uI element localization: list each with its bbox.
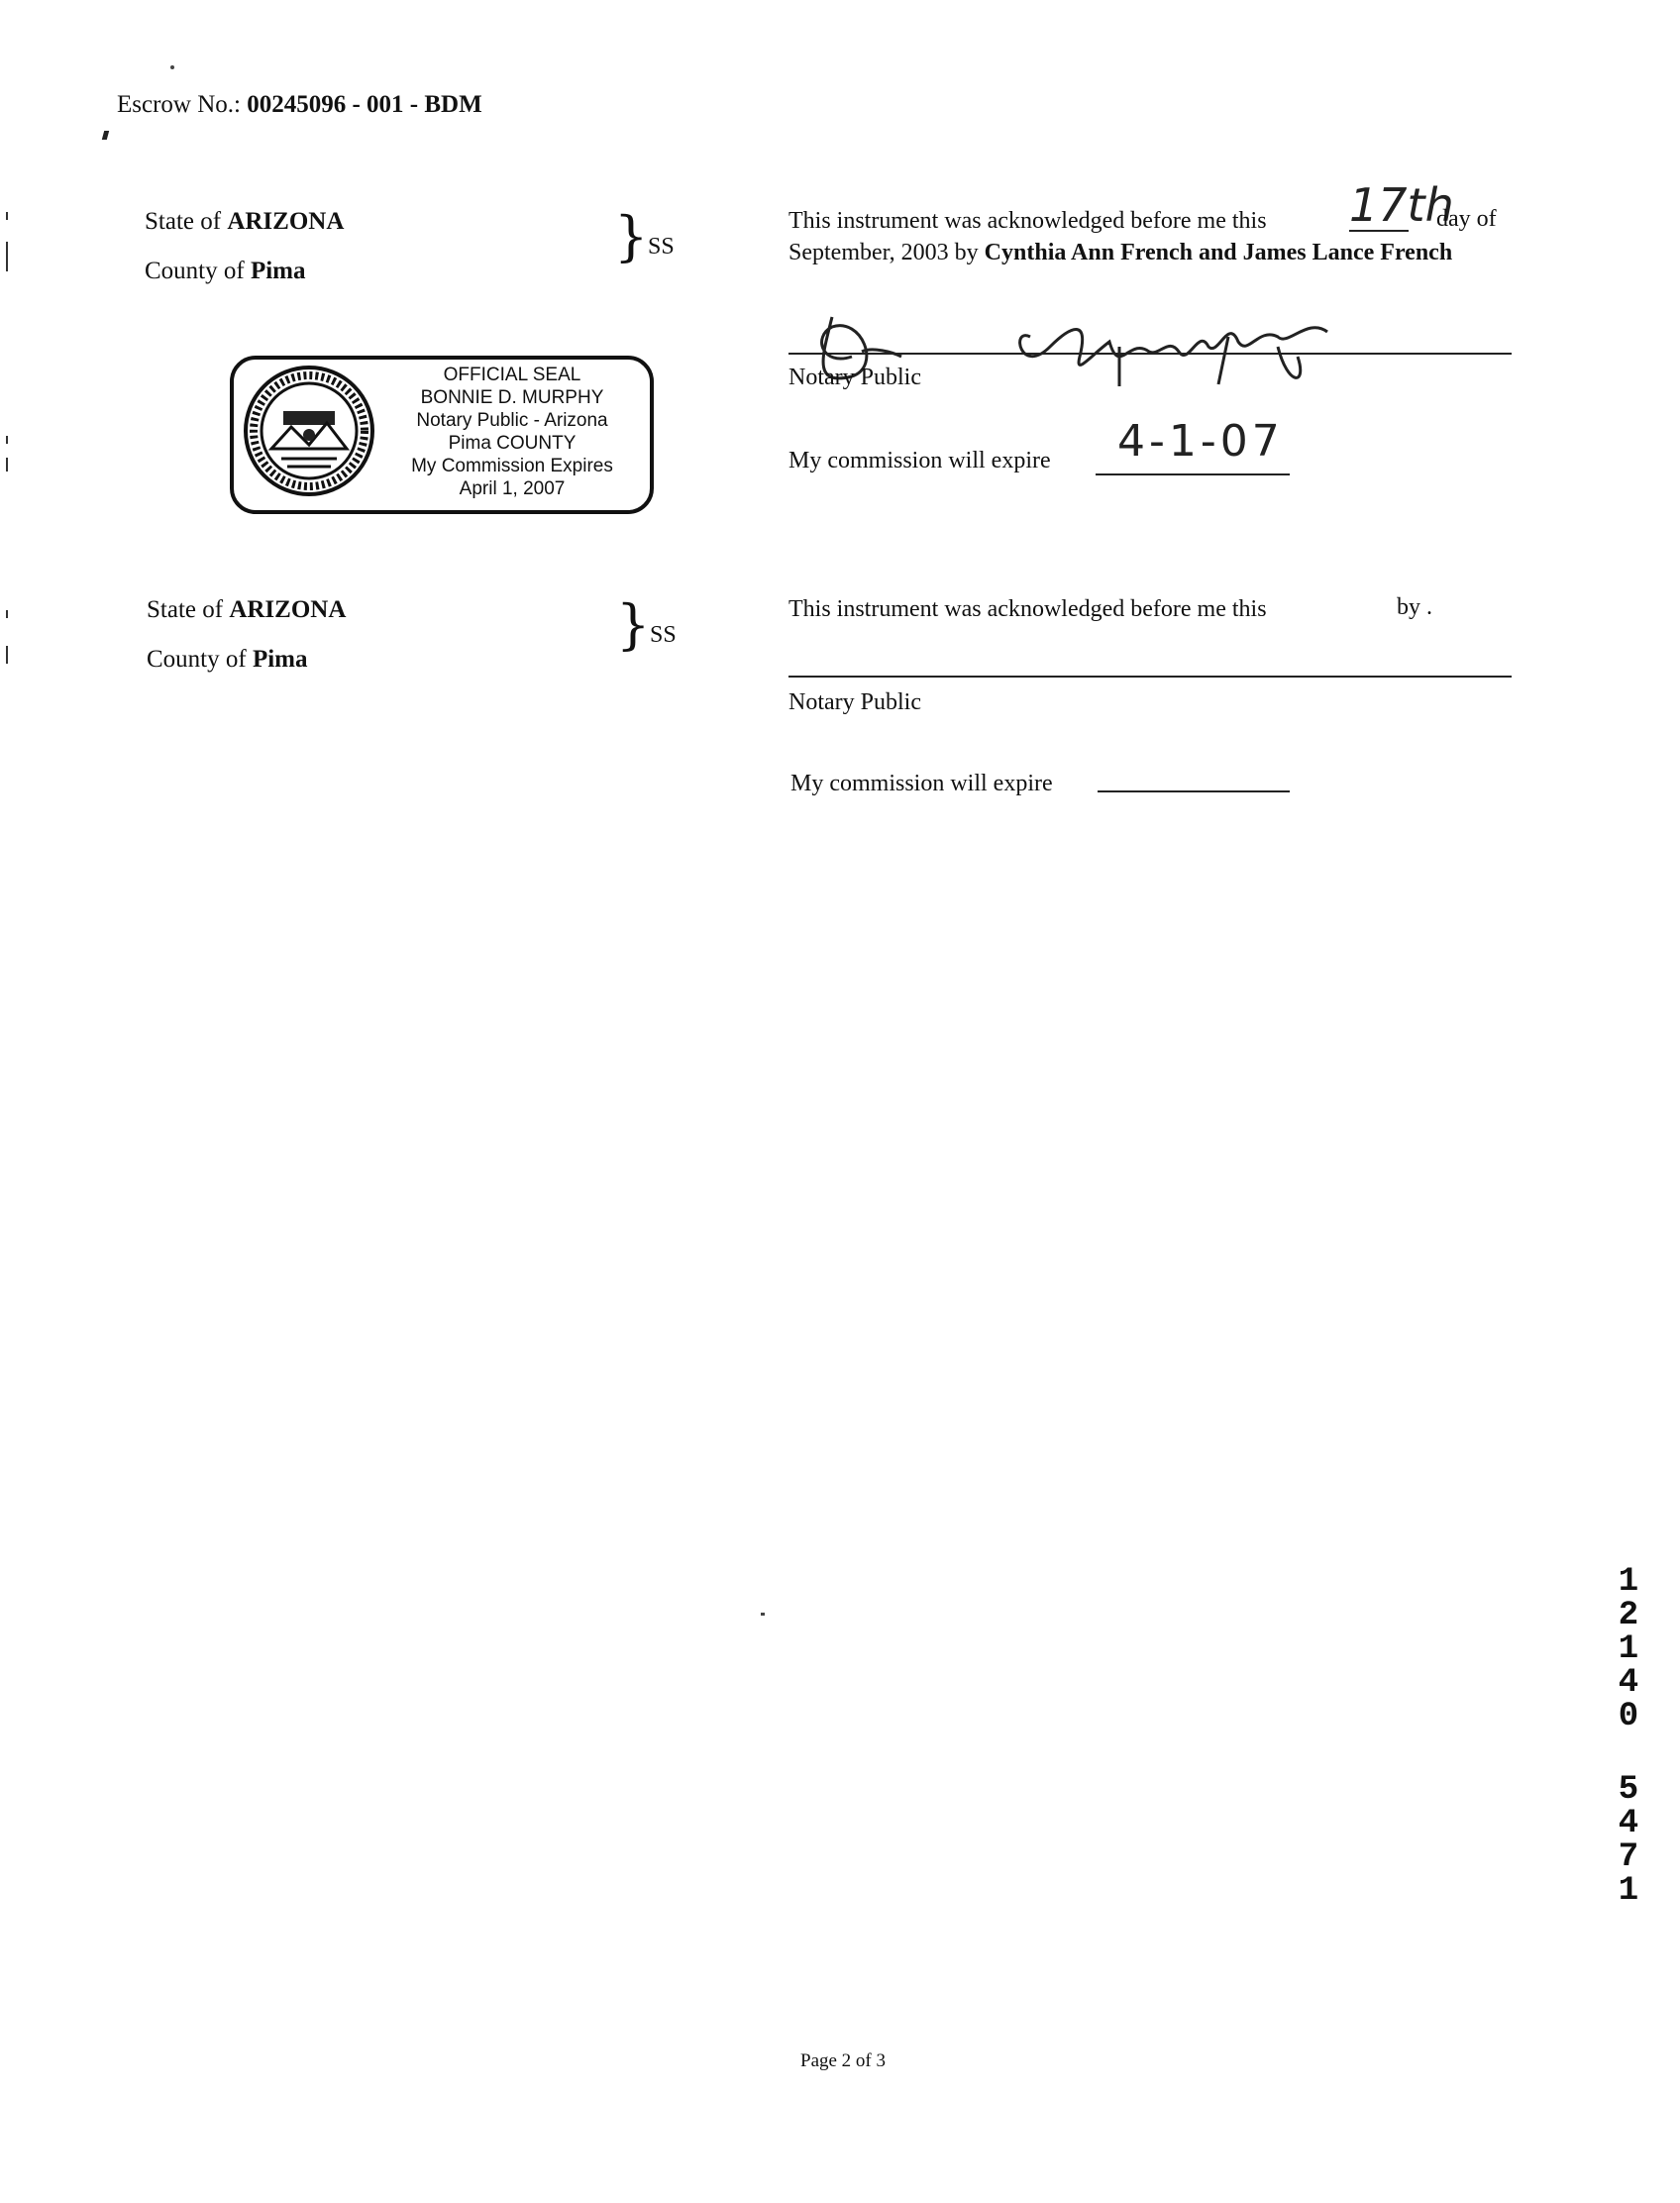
commission-label: My commission will expire: [788, 448, 1051, 473]
arizona-state-seal-icon: [242, 364, 376, 498]
ack-line-2: [788, 240, 1510, 266]
escrow-number: 00245096 - 001 - BDM: [247, 91, 482, 118]
ack-parties: Cynthia Ann French and James Lance French: [984, 240, 1453, 265]
state-value: ARIZONA: [229, 596, 347, 623]
seal-line-3: Notary Public - Arizona: [416, 410, 608, 431]
county-value: Pima: [252, 646, 308, 673]
ack-line-block2: [788, 596, 1267, 623]
state-line-1: [145, 208, 344, 236]
notary-label-1: Notary Public: [788, 365, 921, 390]
ss-label: SS: [648, 234, 675, 260]
ss-brace: }: [614, 205, 649, 267]
seal-line-2: BONNIE D. MURPHY: [420, 387, 604, 408]
state-label: State of: [145, 208, 222, 235]
scan-mark: [761, 1613, 765, 1616]
commission-line-1: [788, 448, 1051, 474]
stamp-digit: 1: [1618, 1563, 1639, 1601]
ack-text: This instrument was acknowledged before me this: [788, 596, 1267, 622]
ack-day-handwritten: 17th: [1349, 178, 1454, 232]
seal-text-block: [378, 364, 646, 500]
county-value: Pima: [250, 258, 306, 284]
stamp-digit: 7: [1618, 1838, 1639, 1876]
seal-line-6: April 1, 2007: [459, 478, 566, 499]
seal-line-4: Pima COUNTY: [448, 433, 577, 454]
ss-brace: }: [616, 593, 651, 656]
seal-line-5: My Commission Expires: [411, 456, 613, 476]
margin-tick: [6, 436, 8, 444]
stamp-digit: 0: [1618, 1698, 1639, 1735]
margin-tick: [6, 610, 8, 618]
state-line-2: [147, 596, 346, 624]
stamp-digit: 1: [1618, 1872, 1639, 1910]
state-label: State of: [147, 596, 224, 623]
commission-blank-line-2: [1098, 790, 1290, 792]
commission-line-2: [790, 771, 1053, 797]
seal-line-1: OFFICIAL SEAL: [443, 365, 581, 385]
stamp-gap: [1609, 1733, 1648, 1773]
page-number: Page 2 of 3: [800, 2050, 887, 2071]
ss-label: SS: [650, 622, 677, 648]
signature-text: B. Murphy: [852, 337, 857, 338]
notary-seal: [230, 356, 650, 512]
commission-blank-line-1: [1096, 473, 1290, 475]
ack-day-of: day of: [1436, 206, 1497, 232]
margin-tick: [6, 242, 8, 271]
ack-date-text: September, 2003 by: [788, 240, 979, 265]
scan-mark: [102, 131, 109, 140]
notary-label-2: Notary Public: [788, 689, 921, 715]
state-value: ARIZONA: [227, 208, 345, 235]
commission-date-handwritten: 4-1-07: [1117, 416, 1284, 467]
stamp-digit: 4: [1618, 1805, 1639, 1842]
notary-signature-line-2: [788, 676, 1512, 678]
stamp-digit: 5: [1618, 1771, 1639, 1809]
scan-mark: [170, 65, 174, 69]
county-label: County of: [147, 646, 247, 673]
ack-text: This instrument was acknowledged before me this: [788, 208, 1267, 234]
commission-label: My commission will expire: [790, 771, 1053, 796]
day-blank-line: [1349, 230, 1409, 232]
notary-signature-line: [788, 353, 1512, 355]
stamp-digit: 4: [1618, 1664, 1639, 1702]
stamp-digit: 1: [1618, 1630, 1639, 1668]
margin-tick: [6, 458, 8, 472]
margin-tick: [6, 212, 8, 220]
county-label: County of: [145, 258, 245, 284]
escrow-label: Escrow No.:: [117, 91, 241, 118]
stamp-digit: 2: [1618, 1597, 1639, 1634]
county-line-1: [145, 258, 306, 285]
margin-tick: [6, 646, 8, 664]
county-line-2: [147, 646, 308, 674]
ack-by: by .: [1397, 594, 1432, 620]
recording-number-stamp: [1609, 1565, 1648, 1908]
escrow-header: [117, 91, 482, 119]
